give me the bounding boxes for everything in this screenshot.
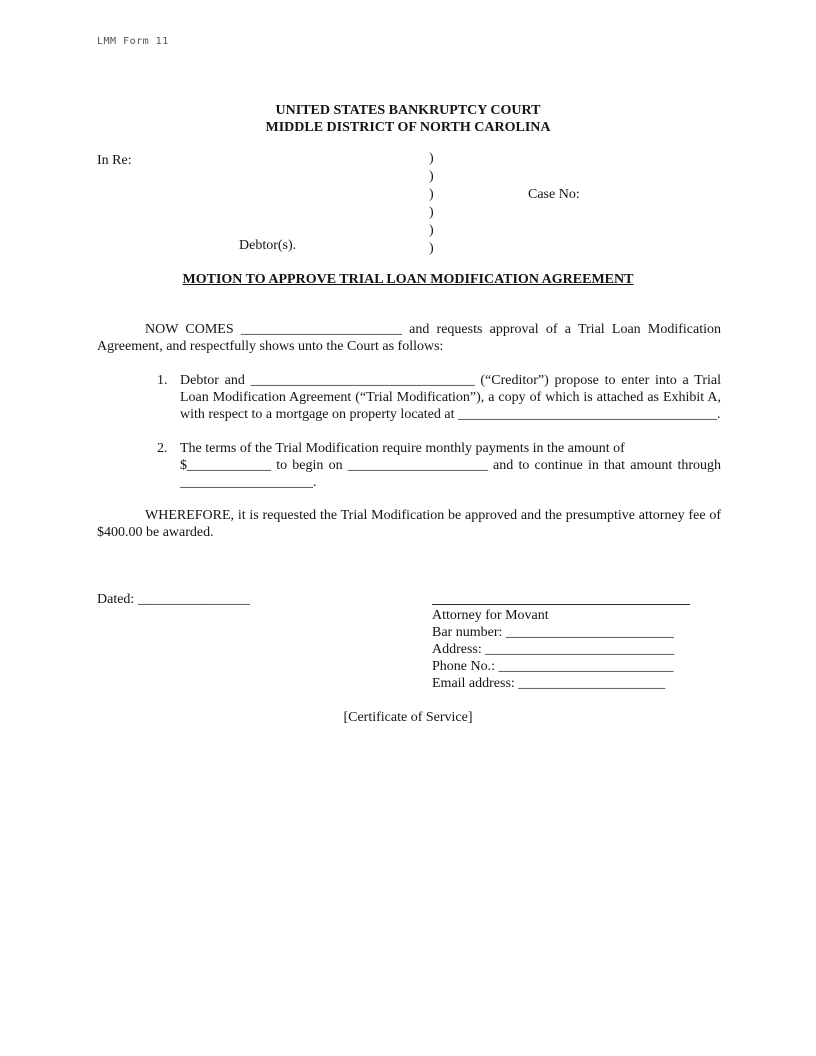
form-id-label: LMM Form 11 bbox=[97, 36, 169, 47]
item-2-continuation: $____________ to begin on ____________________ and to continue in that amount through ___________________. bbox=[180, 458, 721, 490]
debtor-label: Debtor(s). bbox=[239, 238, 297, 253]
numbered-item-1 bbox=[157, 372, 721, 423]
phone-field: Phone No.: _________________________ bbox=[432, 659, 674, 674]
opening-paragraph: NOW COMES _______________________ and requests approval of a Trial Loan Modification Agreement, and respectfully shows unto the Court as follows: bbox=[97, 322, 721, 354]
case-no-label: Case No: bbox=[528, 187, 580, 202]
wherefore-paragraph: WHEREFORE, it is requested the Trial Modification be approved and the presumptive attorney fee of $400.00 be awarded. bbox=[97, 508, 721, 540]
numbered-item-2 bbox=[157, 440, 721, 491]
email-field: Email address: _____________________ bbox=[432, 676, 666, 691]
motion-title: MOTION TO APPROVE TRIAL LOAN MODIFICATION AGREEMENT bbox=[182, 272, 634, 287]
bar-number-field: Bar number: ________________________ bbox=[432, 625, 674, 640]
item-2-line-1: The terms of the Trial Modification require monthly payments in the amount of bbox=[180, 441, 625, 456]
attorney-signature-block bbox=[432, 589, 690, 692]
item-2-number: 2. bbox=[157, 441, 168, 456]
address-field: Address: ___________________________ bbox=[432, 642, 675, 657]
court-name-line: UNITED STATES BANKRUPTCY COURT bbox=[275, 103, 541, 118]
court-header bbox=[0, 102, 816, 136]
in-re-label: In Re: bbox=[97, 153, 132, 168]
attorney-signature-line bbox=[432, 589, 690, 605]
item-1-number: 1. bbox=[157, 373, 168, 388]
item-2-text bbox=[180, 440, 721, 491]
attorney-for-movant-label: Attorney for Movant bbox=[432, 608, 549, 623]
dated-field: Dated: ________________ bbox=[97, 592, 250, 607]
caption-paren-column: ) ) ) ) ) ) bbox=[429, 151, 434, 256]
item-1-text: Debtor and ________________________________ (“Creditor”) propose to enter into a Trial Loan Modification Agreement (“Trial Modification”), a copy of which is attached as Exhibit A, with respect to a mortgage on property located at _____________________________________. bbox=[180, 373, 721, 422]
certificate-of-service-placeholder: [Certificate of Service] bbox=[343, 710, 473, 725]
court-district-line: MIDDLE DISTRICT OF NORTH CAROLINA bbox=[265, 120, 551, 135]
